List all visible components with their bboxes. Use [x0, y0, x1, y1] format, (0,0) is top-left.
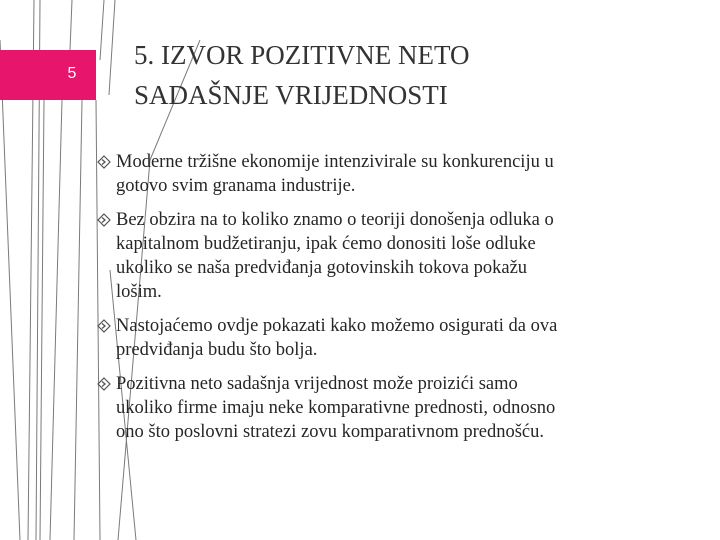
slide-title-line-2: SADAŠNJE VRIJEDNOSTI: [134, 80, 448, 110]
bullet-line: kapitalnom budžetiranju, ipak ćemo donositi loše odluke: [116, 234, 536, 254]
bullet-list: [97, 150, 662, 454]
bullet-item: [97, 314, 662, 362]
bullet-line: Pozitivna neto sadašnja vrijednost može proizići samo: [116, 374, 518, 394]
bullet-line: ukoliko se naša predviđanja gotovinskih tokova pokažu: [116, 258, 528, 278]
diamond-arrow-icon: [97, 213, 111, 227]
bullet-line: ono što poslovni stratezi zovu komparativnom prednošću.: [116, 422, 544, 442]
bullet-line: predviđanja budu što bolja.: [116, 340, 318, 360]
bullet-item: [97, 208, 662, 304]
bullet-line: ukoliko firme imaju neke komparativne prednosti, odnosno: [116, 398, 556, 418]
bullet-item: [97, 150, 662, 198]
bullet-item: [97, 372, 662, 444]
bullet-line: lošim.: [116, 282, 162, 302]
bullet-line: Bez obzira na to koliko znamo o teoriji donošenja odluka o: [116, 210, 554, 230]
diamond-arrow-icon: [97, 155, 111, 169]
slide-number: 5: [67, 65, 77, 82]
slide-title: [134, 35, 694, 115]
diamond-arrow-icon: [97, 377, 111, 391]
bullet-line: gotovo svim granama industrije.: [116, 176, 356, 196]
bullet-line: Moderne tržišne ekonomije intenzivirale su konkurenciju u: [116, 152, 554, 172]
bullet-line: Nastojaćemo ovdje pokazati kako možemo osigurati da ova: [116, 316, 558, 336]
slide-title-line-1: 5. IZVOR POZITIVNE NETO: [134, 40, 470, 70]
diamond-arrow-icon: [97, 319, 111, 333]
